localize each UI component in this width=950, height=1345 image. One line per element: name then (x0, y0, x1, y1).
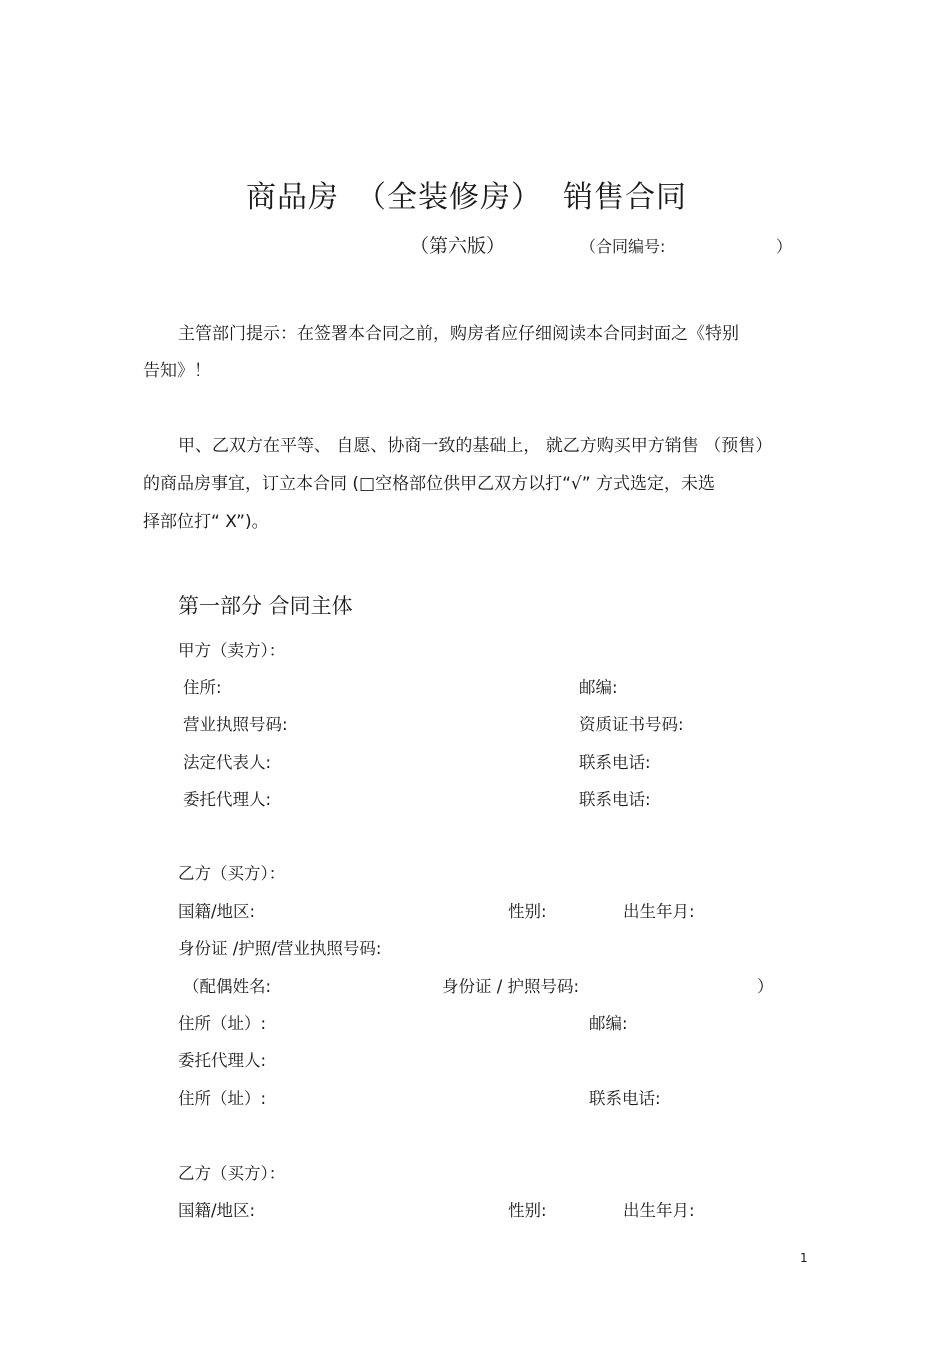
intro-line-2: 的商品房事宜，订立本合同 (□空格部位供甲乙双方以打“√” 方式选定，未选 (143, 474, 715, 494)
party-b1-address: 住所（址）: (178, 1014, 267, 1033)
title-part-1: 商品房 (246, 180, 339, 215)
section-heading: 第一部分 合同主体 (178, 594, 353, 618)
party-b1-spouse-close: ） (757, 977, 774, 996)
party-a-phone-2: 联系电话: (579, 790, 651, 809)
party-a-phone-1: 联系电话: (579, 753, 651, 772)
edition: （第六版） (410, 235, 506, 257)
page-number: 1 (800, 1251, 808, 1265)
notice-line-1: 主管部门提示：在签署本合同之前，购房者应仔细阅读本合同封面之《特别 (178, 324, 739, 344)
party-b2-nationality: 国籍/地区: (178, 1201, 256, 1220)
party-a-agent: 委托代理人: (183, 790, 272, 809)
title-part-2: （全装修房） (356, 180, 542, 215)
party-b1-spouse-name: （配偶姓名: (183, 977, 272, 996)
party-b1-agent-address: 住所（址）: (178, 1089, 267, 1108)
party-b2-gender: 性别: (508, 1201, 547, 1220)
party-a-legal-rep: 法定代表人: (183, 753, 272, 772)
party-a-postcode: 邮编: (579, 678, 618, 697)
party-b1-postcode: 邮编: (589, 1014, 628, 1033)
party-b2-birth: 出生年月: (623, 1201, 695, 1220)
title-part-3: 销售合同 (563, 180, 687, 215)
party-b1-nationality: 国籍/地区: (178, 902, 256, 921)
party-b1-phone: 联系电话: (589, 1089, 661, 1108)
party-b1-id-no: 身份证 /护照/营业执照号码: (178, 939, 382, 958)
party-a-license-no: 营业执照号码: (183, 715, 288, 734)
party-a-qualification-no: 资质证书号码: (579, 715, 684, 734)
contract-no-close: ） (776, 237, 793, 256)
party-a-address: 住所: (183, 678, 222, 697)
intro-line-1: 甲、乙双方在平等、 自愿、协商一致的基础上， 就乙方购买甲方销售 （预售） (178, 436, 773, 456)
notice-line-2: 告知》！ (143, 361, 211, 381)
party-b2-label: 乙方（买方）： (178, 1164, 286, 1183)
party-b1-label: 乙方（买方）： (178, 864, 286, 883)
party-a-label: 甲方（卖方）： (178, 641, 286, 660)
party-b1-gender: 性别: (508, 902, 547, 921)
contract-no-label: （合同编号: (580, 237, 666, 256)
intro-line-3: 择部位打“ X”)。 (143, 512, 269, 532)
party-b1-birth: 出生年月: (623, 902, 695, 921)
party-b1-agent: 委托代理人: (178, 1051, 267, 1070)
party-b1-spouse-id: 身份证 / 护照号码: (442, 977, 580, 996)
